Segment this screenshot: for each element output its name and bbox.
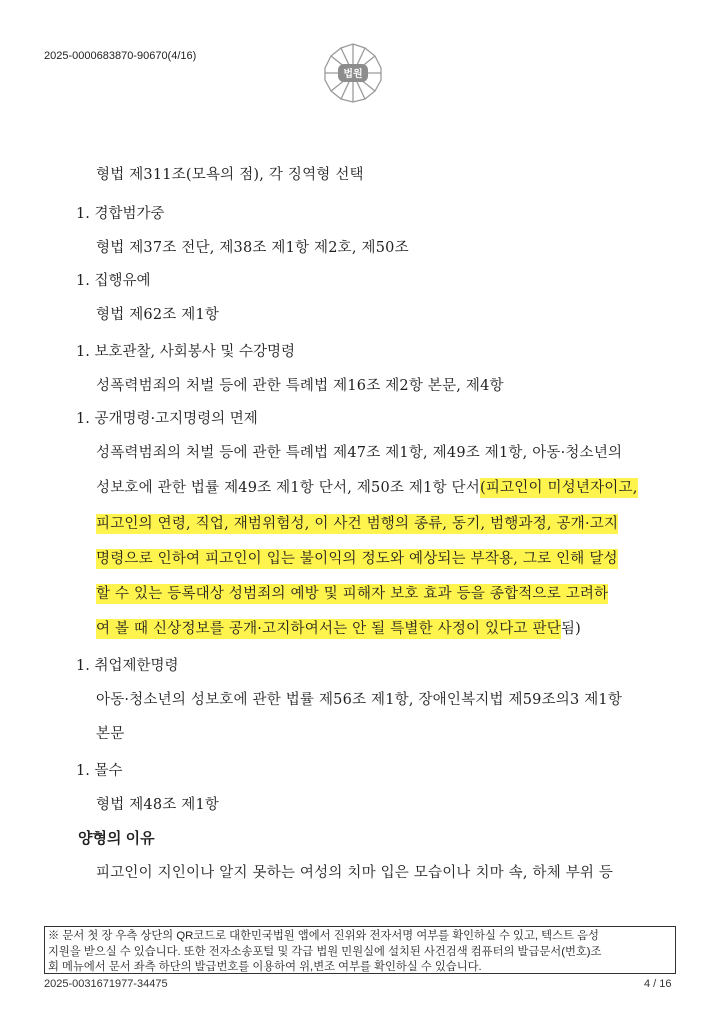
section-text-concurrent-crimes: 형법 제37조 전단, 제38조 제1항 제2호, 제50조 xyxy=(96,240,409,256)
employment-restriction-line-2: 본문 xyxy=(96,726,125,742)
notice-line-2: 지원을 받으실 수 있습니다. 또한 전자소송포털 및 각급 법원 민원실에 설치된 사건검색 컴퓨터의 발급문서(번호)조 xyxy=(48,945,602,958)
court-seal-logo xyxy=(322,42,384,104)
disclosure-line-2 xyxy=(96,476,638,497)
statute-line: 형법 제311조(모욕의 점), 각 징역형 선택 xyxy=(96,167,364,183)
highlighted-text: 여 볼 때 신상정보를 공개·고지하여서는 안 될 특별한 사정이 있다고 판단 xyxy=(96,621,561,637)
notice-line-1: ※ 문서 첫 장 우측 상단의 QR코드로 대한민국법원 앱에서 진위와 전자서명 여부를 확인하실 수 있고, 텍스트 음성 xyxy=(48,930,599,942)
section-heading-forfeiture: 1. 몰수 xyxy=(76,763,123,779)
page-number: 4 / 16 xyxy=(644,978,672,990)
section-text-probation: 형법 제62조 제1항 xyxy=(96,307,220,323)
section-text-protective-supervision: 성폭력범죄의 처벌 등에 관한 특례법 제16조 제2항 본문, 제4항 xyxy=(96,378,504,394)
section-heading-employment-restriction: 1. 취업제한명령 xyxy=(76,658,179,674)
disclosure-line-1: 성폭력범죄의 처벌 등에 관한 특례법 제47조 제1항, 제49조 제1항, 아동·청소년의 xyxy=(96,445,623,461)
verification-notice xyxy=(44,926,676,974)
sentencing-reasons-heading: 양형의 이유 xyxy=(78,830,155,847)
highlighted-text: 피고인의 연령, 직업, 재범위험성, 이 사건 범행의 종류, 동기, 범행과정, 공개·고지 xyxy=(96,516,619,532)
sentencing-reasons-text: 피고인이 지인이나 알지 못하는 여성의 치마 입은 모습이나 치마 속, 하체 부위 등 xyxy=(96,865,614,881)
section-text-forfeiture: 형법 제48조 제1항 xyxy=(96,797,220,813)
highlighted-text: 할 수 있는 등록대상 성범죄의 예방 및 피해자 보호 효과 등을 종합적으로 고려하 xyxy=(96,586,609,602)
section-heading-disclosure-exemption: 1. 공개명령·고지명령의 면제 xyxy=(76,411,258,427)
disclosure-line-5 xyxy=(96,582,608,603)
seal-text: 법원 xyxy=(343,69,363,80)
section-heading-protective-supervision: 1. 보호관찰, 사회봉사 및 수강명령 xyxy=(76,344,295,360)
notice-line-3: 회 메뉴에서 문서 좌측 하단의 발급번호를 이용하여 위,변조 여부를 확인하실 수 있습니다. xyxy=(48,961,482,973)
highlighted-text: 명령으로 인하여 피고인이 입는 불이익의 정도와 예상되는 부작용, 그로 인해 달성 xyxy=(96,551,618,567)
document-id: 2025-0000683870-90670(4/16) xyxy=(44,50,197,62)
issue-number: 2025-0031671977-34475 xyxy=(44,978,168,990)
disclosure-line-6-tail: 됨) xyxy=(560,621,581,637)
section-heading-probation: 1. 집행유예 xyxy=(76,273,151,289)
disclosure-line-3 xyxy=(96,512,618,533)
section-heading-concurrent-crimes: 1. 경합범가중 xyxy=(76,206,165,222)
disclosure-line-2-plain: 성보호에 관한 법률 제49조 제1항 단서, 제50조 제1항 단서 xyxy=(96,480,480,496)
highlighted-text: (피고인이 미성년자이고, xyxy=(479,480,638,496)
disclosure-line-4 xyxy=(96,547,618,568)
disclosure-line-6 xyxy=(96,617,581,638)
employment-restriction-line-1: 아동·청소년의 성보호에 관한 법률 제56조 제1항, 장애인복지법 제59조의3 제1항 xyxy=(96,692,623,708)
